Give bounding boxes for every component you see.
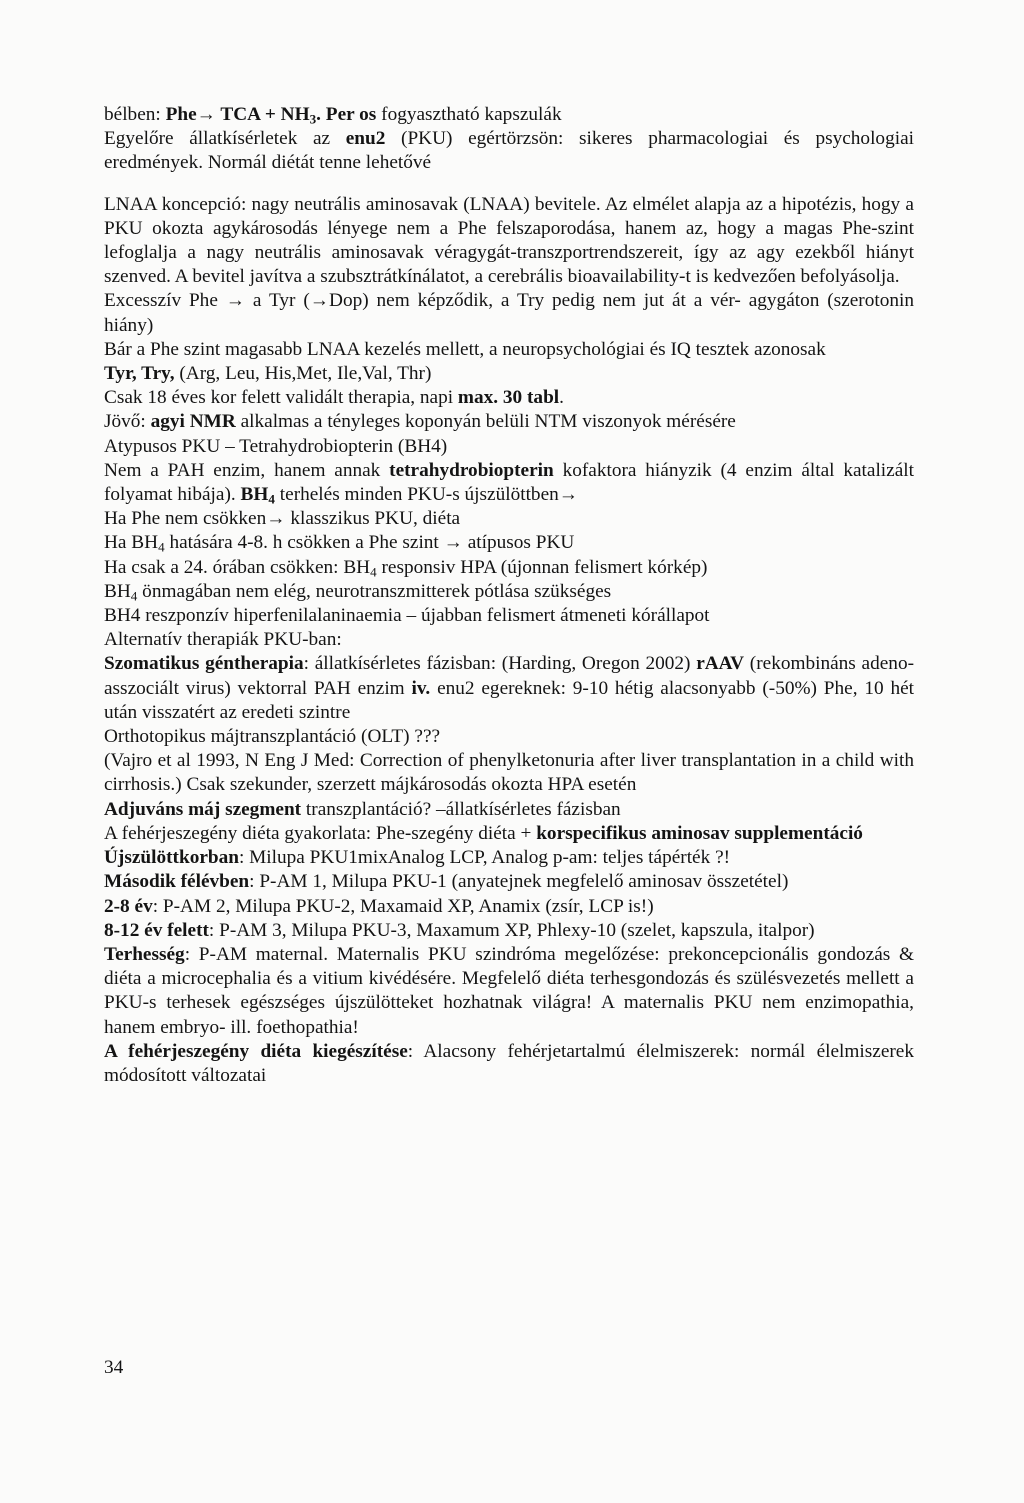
text-run: Egyelőre állatkísérletek az [104,128,346,150]
bold-text: agyi NMR [150,411,236,433]
bold-text: Adjuváns máj szegment [104,798,302,820]
text-run: bélben: [104,104,166,125]
subscript-text: 3 [309,111,317,127]
text-run: : Alacsony fehérjetartalmú élelmiszerek: normál élelmiszerek módosított változatai [104,1040,914,1086]
bold-text: korspecifikus aminosav supplementáció [536,822,863,844]
page-number: 34 [104,1357,124,1378]
paragraph-p8 [104,410,914,434]
paragraph-p4 [104,289,914,337]
text-run: Jövő: [104,411,151,433]
subscript-text: 4 [158,540,165,556]
bold-text: . [316,104,321,125]
bold-text: 8-12 év felett [104,919,209,941]
paragraph-p13 [104,556,914,580]
paragraph-p18 [104,725,914,749]
paragraph-p6 [104,362,914,386]
text-run: Atypusos PKU – Tetrahydrobiopterin (BH4) [104,435,448,457]
paragraph-p7 [104,386,914,410]
paragraph-p20 [104,798,914,822]
text-run: fogyasztható kapszulák [376,104,562,125]
paragraph-p15 [104,604,914,628]
text-run: (Vajro et al 1993, N Eng J Med: Correction of phenylketonuria after liver transplantation in a child with cirrhosis.) Csak szekunder, szerzett májkárosodás okozta HPA esetén [104,750,914,796]
text-run: : Milupa PKU1mixAnalog LCP, Analog p-am: teljes tápérték ?! [238,847,731,869]
paragraph-p16 [104,628,914,652]
bold-text: Tyr, Try, [104,363,175,385]
text-run: : állatkísérletes fázisban: (Harding, Oregon 2002) [303,653,697,675]
paragraph-p24 [104,895,914,919]
bold-text: Szomatikus géntherapia [104,653,304,675]
text-run: Ha csak a 24. órában csökken: BH [104,556,371,578]
bold-text: rAAV [696,653,745,675]
paragraph-p3 [104,193,914,290]
paragraph-p9 [104,435,914,459]
bold-text: Újszülöttkorban [104,847,239,869]
paragraph-p21 [104,822,914,846]
bold-text: iv. [411,677,431,699]
bold-text: Phe→ TCA + NH [165,104,310,125]
paragraph-p17 [104,652,914,725]
text-run: BH [104,580,131,602]
bold-text: BH [240,484,269,506]
bold-text: max. 30 tabl [457,387,560,409]
paragraph-p22 [104,846,914,870]
text-run: alkalmas a tényleges koponyán belüli NTM viszonyok mérésére [235,411,736,433]
paragraph-p14 [104,580,914,604]
text-run: : P-AM 2, Milupa PKU-2, Maxamaid XP, Anamix (zsír, LCP is!) [152,895,654,917]
text-run: Nem a PAH enzim, hanem annak [104,459,390,481]
text-run: . [559,387,564,409]
paragraph-p5 [104,338,914,362]
paragraph-p11 [104,507,914,531]
text-run: Csak 18 éves kor felett validált therapia, napi [104,387,458,409]
subscript-text: 4 [268,491,275,507]
subscript-text: 4 [130,588,138,604]
text-run: (Arg, Leu, His,Met, Ile,Val, Thr) [174,363,432,385]
text-run: (rekombináns adeno-asszociált virus) vektorral PAH enzim [104,653,914,699]
text-run: Bár a Phe szint magasabb LNAA kezelés mellett, a neuropsychológiai és IQ tesztek azonosak [104,338,826,360]
bold-text: Második félévben [104,871,250,893]
text-run: BH4 reszponzív hiperfenilalaninaemia – újabban felismert átmeneti kórállapot [104,605,710,627]
bold-text: A fehérjeszegény diéta kiegészítése [104,1040,408,1062]
bold-text: Per os [320,104,377,125]
paragraph-p10 [104,459,914,507]
subscript-text: 4 [370,564,377,580]
text-run: responsiv HPA (újonnan felismert kórkép) [376,556,708,578]
text-run: kofaktora hiányzik (4 enzim által katalizált folyamat hibája). [104,459,914,506]
text-run: terhelés minden PKU-s újszülöttben→ [274,484,579,506]
text-run: Orthotopikus májtranszplantáció (OLT) ??? [104,726,441,748]
text-run: önmagában nem elég, neurotranszmitterek pótlása szükséges [137,580,612,602]
text-run: Ha Phe nem csökken→ klasszikus PKU, diéta [104,508,461,530]
paragraph-p25 [104,919,914,943]
paragraph-p26 [104,943,914,1040]
text-run: enu2 egereknek: 9-10 hétig alacsonyabb (-50%) Phe, 10 hét után visszatért az eredeti szintre [104,677,914,723]
text-run: Alternatív therapiák PKU-ban: [104,629,342,651]
paragraph-spacer [104,176,914,193]
text-run: : P-AM 1, Milupa PKU-1 (anyatejnek megfelelő aminosav összetétel) [249,871,789,893]
paragraph-p12 [104,531,914,555]
text-run: transzplantáció? –állatkísérletes fázisban [301,798,621,820]
text-run: hatására 4-8. h csökken a Phe szint → atípusos PKU [164,532,575,554]
paragraph-p1 [104,103,914,127]
text-run: : P-AM 3, Milupa PKU-3, Maxamum XP, Phlexy-10 (szelet, kapszula, italpor) [208,919,815,941]
text-run: A fehérjeszegény diéta gyakorlata: Phe-szegény diéta + [104,822,537,844]
text-run: Ha BH [104,532,159,554]
paragraph-p23 [104,870,914,894]
text-run: (PKU) egértörzsön: sikeres pharmacologiai és psychologiai eredmények. Normál diétát tenne lehetővé [104,128,914,174]
paragraph-p19 [104,749,914,797]
bold-text: enu2 [345,128,386,150]
text-run: LNAA koncepció: nagy neutrális aminosavak (LNAA) bevitele. Az elmélet alapja az a hipotézis, hogy a PKU okozta agykárosodás lényege nem a Phe felszaporodása, hanem az, hogy a magas Phe-szint lefoglalja a nagy neutrális aminosavak véragygát-transzportrendszereit, így az agy ezekből hiányt szenved. A bevitel javítva a szubsztrátkínálatot, a cerebrális bioavailability-t is kedvezően befolyásolja. [104,193,914,288]
bold-text: 2-8 év [104,895,153,917]
paragraph-p2 [104,127,914,175]
text-run: : P-AM maternal. Maternalis PKU szindróma megelőzése: prekoncepcionális gondozás & diéta a microcephalia és a vitium kivédésére. Megfelelő diéta terhesgondozás és szülésvezetés mellett a PKU-s terhesek egészséges újszülötteket hozhatnak világra! A maternalis PKU nem enzimopathia, hanem embryo- ill. foethopathia! [104,943,914,1038]
bold-text: Terhesség [104,943,185,965]
bold-text: tetrahydrobiopterin [389,459,554,481]
text-run: Excesszív Phe → a Tyr (→Dop) nem képződik, a Try pedig nem jut át a vér- agygáton (szerotonin hiány) [104,290,914,336]
body-text [104,103,914,1088]
paragraph-p27 [104,1040,914,1088]
